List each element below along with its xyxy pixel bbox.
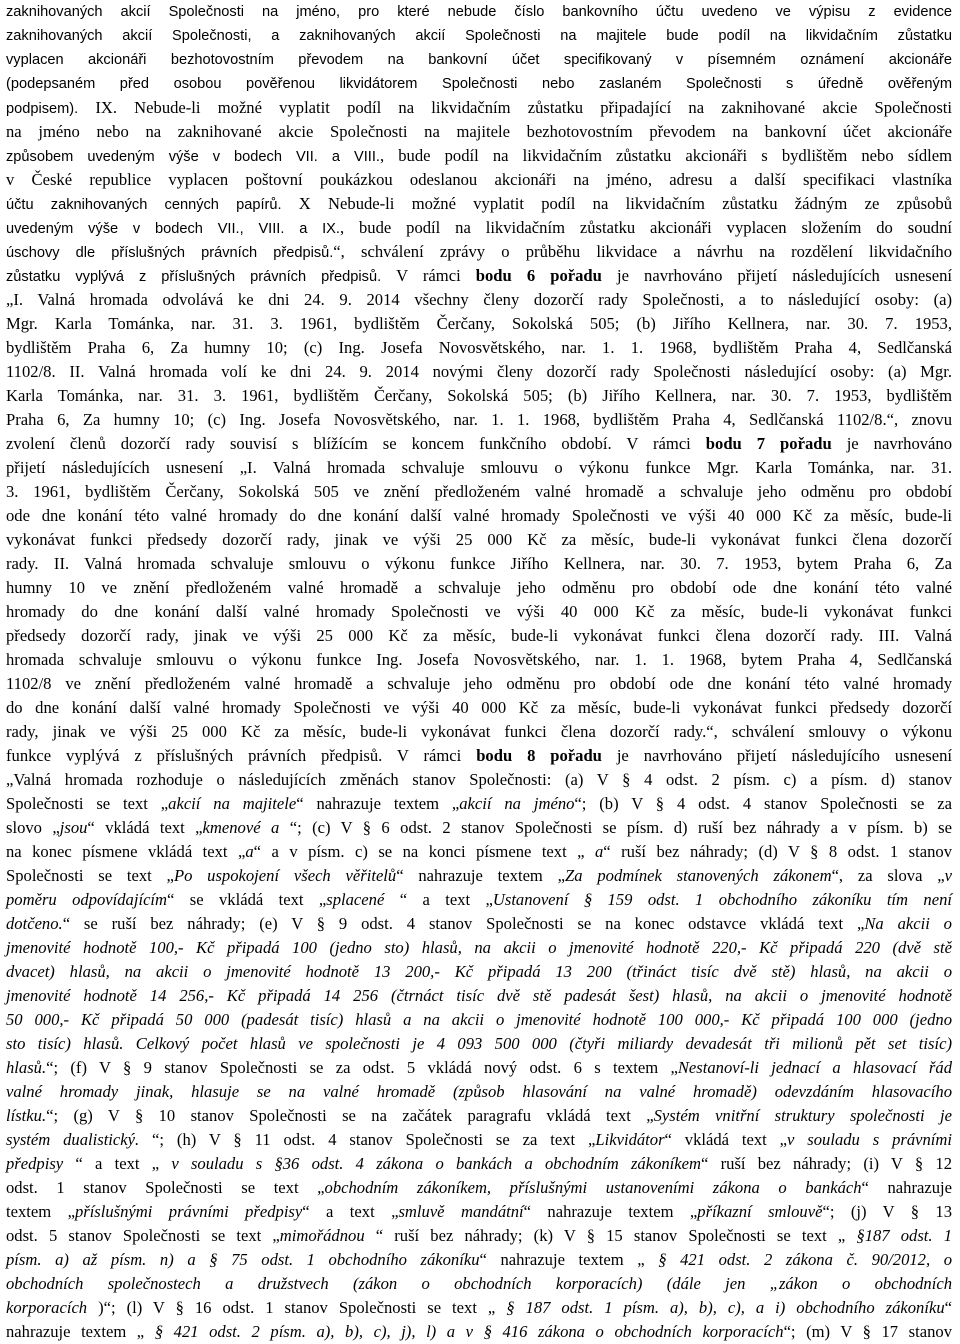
text-line <box>6 936 952 960</box>
text-run: v České republice vyplacen poštovní poukázkou odeslanou akcionáři na jméno, adresu a další specifikaci vlastníka <box>6 170 952 189</box>
text-run: valné hromady jinak, hlasuje se na valné hromadě (způsob hlasování na valné hromadě) odevzdáním hlasovacího <box>6 1082 952 1101</box>
text-line <box>6 600 952 624</box>
text-line <box>6 984 952 1008</box>
text-run: smluvě mandátní <box>398 1202 524 1221</box>
text-run: § 421 odst. 2 zákona č. 90/2012, o <box>658 1250 953 1269</box>
text-line <box>6 1200 952 1224</box>
text-run: korporacích <box>6 1298 88 1317</box>
text-line <box>6 528 952 552</box>
text-run: funkce vyplývá z příslušných právních předpisů. V rámci <box>6 746 477 765</box>
text-run: “ <box>944 1298 952 1317</box>
text-line <box>6 720 952 744</box>
text-line <box>6 432 952 456</box>
text-run: jmenovité hodnotě 14 256,- Kč připadá 14 256 (čtrnáct tisíc dvě stě padesát šest) hlasů, na akcii o jmenovité hodnotě <box>6 986 952 1005</box>
text-line <box>6 312 952 336</box>
text-run: 1102/8. II. Valná hromada volí ke dni 24. 9. 2014 novými členy dozorčí rady Společnosti následující osoby: (a) Mgr. <box>6 362 952 381</box>
text-run: textem „ <box>6 1202 75 1221</box>
text-run: sto tisíc) hlasů. Celkový počet hlasů ve společnosti je 4 093 500 000 (čtyři miliardy devadesát tři milionů pět set tisíc) <box>6 1034 952 1053</box>
text-run: akcií na majitele <box>168 794 297 813</box>
text-run: 50 000,- Kč připadá 50 000 (padesát tisíc) hlasů a na akcii o jmenovité hodnotě 100 000,- Kč připadá 100 000 (jedno <box>6 1010 952 1029</box>
text-run: Likvidátor <box>595 1130 665 1149</box>
text-run: bodu 7 pořadu <box>705 434 832 453</box>
text-line <box>6 816 952 840</box>
text-run: obchodních společnostech a družstvech (zákon o obchodních korporacích) (dále jen „zákon o obchodních <box>6 1274 952 1293</box>
text-run: písm. a) až písm. n) a § 75 odst. 1 obchodního zákoníku <box>6 1250 480 1269</box>
text-run: Na akcii o <box>864 914 952 933</box>
text-line <box>6 864 952 888</box>
text-line <box>6 1104 952 1128</box>
text-run: “ nahrazuje textem „ <box>296 794 460 813</box>
text-run: a <box>245 842 254 861</box>
text-line <box>6 1056 952 1080</box>
text-run: “ nahrazuje <box>861 1178 952 1197</box>
text-run: “ ruší bez náhrady; (d) V § 8 odst. 1 stanov <box>603 842 953 861</box>
text-line <box>6 624 952 648</box>
text-run: Karla Tománka, nar. 31. 3. 1961, bydlištěm Čerčany, Sokolská 505; (b) Jiřího Kellnera, nar. 30. 7. 1953, bydlištěm <box>6 386 952 405</box>
text-run: “; (h) V § 11 odst. 4 stanov Společnosti se za text „ <box>139 1130 596 1149</box>
text-run: lístku. <box>6 1106 47 1125</box>
text-line <box>6 1008 952 1032</box>
text-run: příkazní smlouvě <box>697 1202 823 1221</box>
text-run: “ nahrazuje textem „ <box>523 1202 698 1221</box>
text-line <box>6 240 952 264</box>
text-run: nahrazuje textem „ <box>6 1322 155 1341</box>
text-run: způsobem uvedeným výše v bodech VII. a VIII. <box>6 149 380 165</box>
text-run: „Valná hromada rozhoduje o následujících změnách stanov Společnosti: (a) V § 4 odst. 2 písm. c) a písm. d) stanov <box>6 770 952 789</box>
text-run: Po uspokojení všech věřitelů <box>173 866 397 885</box>
text-run: na konec písmene vkládá text „ <box>6 842 246 861</box>
text-line <box>6 648 952 672</box>
text-line <box>6 912 952 936</box>
text-line <box>6 696 952 720</box>
text-run: “; (m) V § 17 stanov <box>783 1322 953 1341</box>
text-run: IX. Nebude-li možné vyplatit podíl na likvidačním zůstatku připadající na zaknihované akcie Společnosti <box>95 98 952 117</box>
text-run: zvolení členů dozorčí rady souvisí s blížícím se koncem funkčního období. V rámci <box>6 434 706 453</box>
text-line <box>6 264 952 288</box>
text-run: “ se vkládá text „ <box>167 890 327 909</box>
text-line <box>6 1176 952 1200</box>
text-run: kmenové a <box>202 818 280 837</box>
text-run: v <box>944 866 952 885</box>
text-run: předsedy dozorčí rady, jinak ve výši 25 000 Kč za měsíc, bude-li vykonávat funkci člena dozorčí rady. III. Valná <box>6 626 952 645</box>
text-run: § 421 odst. 2 písm. a), b), c), j), l) a v § 416 zákona o obchodních korporacích <box>154 1322 784 1341</box>
text-run: Nestanoví-li jednací a hlasovací řád <box>677 1058 952 1077</box>
text-run: Systém vnitřní struktury společnosti je <box>653 1106 952 1125</box>
text-run: , bude podíl na likvidačním zůstatku akcionáři vyplacen složením do soudní <box>339 218 952 237</box>
text-line <box>6 1320 952 1344</box>
text-run: je navrhováno přijetí následujících usnesení <box>601 266 952 285</box>
text-run: “; (c) V § 6 odst. 2 stanov Společnosti se písm. d) ruší bez náhrady a v písm. b) se <box>279 818 953 837</box>
text-line <box>6 24 952 48</box>
text-run: V rámci <box>396 266 476 285</box>
text-line <box>6 1248 952 1272</box>
text-run: hlasů. <box>6 1058 47 1077</box>
text-run: zaknihovaných akcií Společnosti, a zaknihovaných akcií Společnosti na majitele bude podíl na likvidačním zůstatku <box>6 28 952 44</box>
text-run: předpisy <box>6 1154 64 1173</box>
text-run: slovo „ <box>6 818 60 837</box>
text-run: akcií na jméno <box>459 794 575 813</box>
text-line <box>6 0 952 24</box>
text-run: hromady do dne konání další valné hromady Společnosti ve výši 40 000 Kč za měsíc, bude-li vykonávat funkci <box>6 602 952 621</box>
text-line <box>6 768 952 792</box>
text-line <box>6 792 952 816</box>
text-line <box>6 888 952 912</box>
text-run: zůstatku vyplývá z příslušných právních předpisů. <box>6 269 397 285</box>
text-line <box>6 552 952 576</box>
text-line <box>6 504 952 528</box>
text-run: účtu zaknihovaných cenných papírů. <box>6 197 299 213</box>
text-line <box>6 72 952 96</box>
text-run: “ nahrazuje textem „ <box>479 1250 659 1269</box>
text-run: jsou <box>59 818 88 837</box>
text-run: “ vkládá text „ <box>87 818 203 837</box>
text-run: Za podmínek stanovených zákonem <box>565 866 832 885</box>
text-run: jmenovité hodnotě 100,- Kč připadá 100 (jedno sto) hlasů, na akcii o jmenovité hodnotě 220,- Kč připadá 220 (dvě stě <box>6 938 952 957</box>
text-line <box>6 1272 952 1296</box>
text-run: na jméno nebo na zaknihované akcie Společnosti na majitele bezhotovostním převodem na bankovní účet akcionáře <box>6 122 952 141</box>
text-run: “ a text „ <box>63 1154 172 1173</box>
text-run: odst. 1 stanov Společnosti se text „ <box>6 1178 325 1197</box>
text-run: rady, jinak ve výši 25 000 Kč za měsíc, bude-li vykonávat funkci člena dozorčí rady.“, schválení smlouvy o výkonu <box>6 722 952 741</box>
text-line <box>6 336 952 360</box>
text-line <box>6 360 952 384</box>
text-line <box>6 1152 952 1176</box>
text-run: systém dualistický. <box>6 1130 140 1149</box>
text-run: rady. II. Valná hromada schvaluje smlouvu o výkonu funkce Jiřího Kellnera, nar. 30. 7. 1953, bytem Praha 6, Za <box>6 554 952 573</box>
text-run: ode dne konání této valné hromady do dne konání další valné hromady Společnosti ve výši 40 000 Kč za měsíc, bude-li <box>6 506 952 525</box>
text-run: “ ruší bez náhrady; (i) V § 12 <box>701 1154 952 1173</box>
text-line <box>6 480 952 504</box>
text-run: “ se ruší bez náhrady; (e) V § 9 odst. 4 stanov Společnosti se na konec odstavce vkládá text „ <box>62 914 865 933</box>
text-run: v souladu s §36 odst. 4 zákona o bankách a obchodním zákoníkem <box>171 1154 702 1173</box>
text-run: vyplacen akcionáři bezhotovostním převodem na bankovní účet specifikovaný v písemném oznámení akcionáře <box>6 52 952 68</box>
text-run: vykonávat funkci předsedy dozorčí rady, jinak ve výši 25 000 Kč za měsíc, bude-li vykonávat funkci člena dozorčí <box>6 530 952 549</box>
text-run: Praha 6, Za humny 10; (c) Ing. Josefa Novosvětského, nar. 1. 1. 1968, bydlištěm Praha 4, Sedlčanská 1102/8.“, znovu <box>6 410 952 429</box>
text-run: “ ruší bez náhrady; (k) V § 15 stanov Společnosti se text „ <box>364 1226 857 1245</box>
text-line <box>6 1080 952 1104</box>
text-run: “, schválení zprávy o průběhu likvidace a návrhu na rozdělení likvidačního <box>333 242 952 261</box>
text-run: “ vkládá text „ <box>664 1130 788 1149</box>
text-run: “ nahrazuje textem „ <box>396 866 566 885</box>
text-line <box>6 288 952 312</box>
text-line <box>6 576 952 600</box>
text-run: 1102/8 ve znění předloženém valné hromadě a schvaluje jeho odměnu pro období ode dne konání této valné hromady <box>6 674 952 693</box>
text-run: “ a v písm. c) se na konci písmene text „ <box>253 842 595 861</box>
text-run: splacené <box>326 890 400 909</box>
text-run: )“; (l) V § 16 odst. 1 stanov Společnosti se text „ <box>87 1298 507 1317</box>
text-run: dotčeno. <box>6 914 63 933</box>
text-run: mimořádnou <box>279 1226 365 1245</box>
text-run: do dne konání další valné hromady Společnosti ve výši 40 000 Kč za měsíc, bude-li vykonávat funkci předsedy dozorčí <box>6 698 952 717</box>
text-run: “; (j) V § 13 <box>822 1202 952 1221</box>
text-line <box>6 1296 952 1320</box>
text-run: Společnosti se text „ <box>6 794 169 813</box>
text-run: X Nebude-li možné vyplatit podíl na likvidačním zůstatku žádným ze způsobů <box>298 194 952 213</box>
text-line <box>6 48 952 72</box>
text-run: § 187 odst. 1 písm. a), b), c), a i) obchodního zákoníku <box>506 1298 945 1317</box>
text-run: “; (g) V § 10 stanov Společnosti se na začátek paragrafu vkládá text „ <box>46 1106 654 1125</box>
text-line <box>6 744 952 768</box>
text-line <box>6 960 952 984</box>
text-run: “, za slova „ <box>831 866 945 885</box>
text-run: Mgr. Karla Tománka, nar. 31. 3. 1961, bydlištěm Čerčany, Sokolská 505; (b) Jiřího Kellnera, nar. 30. 7. 1953, <box>6 314 952 333</box>
text-run: je navrhováno přijetí následujícího usnesení <box>601 746 952 765</box>
text-run: , bude podíl na likvidačním zůstatku akcionáři s bydlištěm nebo sídlem <box>379 146 952 165</box>
text-run: §187 odst. 1 <box>856 1226 953 1245</box>
text-run: “; (f) V § 9 stanov Společnosti se za odst. 5 vkládá nový odst. 6 s textem „ <box>46 1058 678 1077</box>
text-run: “; (b) V § 4 odst. 4 stanov Společnosti se za <box>574 794 952 813</box>
text-run: humny 10 ve znění předloženém valné hromadě a schvaluje jeho odměnu pro období ode dne konání této valné <box>6 578 952 597</box>
text-line <box>6 192 952 216</box>
text-run: je navrhováno <box>831 434 952 453</box>
text-line <box>6 144 952 168</box>
text-line <box>6 1032 952 1056</box>
text-run: uvedeným výše v bodech VII., VIII. a IX. <box>6 221 340 237</box>
text-line <box>6 120 952 144</box>
text-run: přijetí následujících usnesení „I. Valná hromada schvaluje smlouvu o výkonu funkce Mgr. Karla Tománka, nar. 31. <box>6 458 952 477</box>
text-run: „I. Valná hromada odvolává ke dni 24. 9. 2014 všechny členy dozorčí rady Společnosti, a to následující osoby: (a) <box>6 290 952 309</box>
text-run: podpisem). <box>6 101 96 117</box>
text-run: 3. 1961, bydlištěm Čerčany, Sokolská 505 ve znění předloženém valné hromadě a schvaluje jeho odměnu pro období <box>6 482 952 501</box>
text-line <box>6 408 952 432</box>
text-run: obchodním zákoníkem, příslušnými ustanoveními zákona o bankách <box>324 1178 862 1197</box>
text-line <box>6 1128 952 1152</box>
text-run: hromada schvaluje smlouvu o výkonu funkce Ing. Josefa Novosvětského, nar. 1. 1. 1968, bytem Praha 4, Sedlčanská <box>6 650 952 669</box>
text-run: “ a text „ <box>399 890 493 909</box>
text-run: bodu 6 pořadu <box>475 266 602 285</box>
text-run: Společnosti se text „ <box>6 866 174 885</box>
text-line <box>6 216 952 240</box>
text-run: “ a text „ <box>302 1202 399 1221</box>
text-run: a <box>595 842 604 861</box>
text-run: poměru odpovídajícím <box>6 890 168 909</box>
text-line <box>6 1224 952 1248</box>
text-line <box>6 456 952 480</box>
text-run: odst. 5 stanov Společnosti se text „ <box>6 1226 280 1245</box>
text-run: (podepsaném před osobou pověřenou likvidátorem Společnosti nebo zaslaném Společnosti s úředně ověřeným <box>6 76 952 92</box>
text-run: zaknihovaných akcií Společnosti na jméno, pro které nebude číslo bankovního účtu uvedeno ve výpisu z evidence <box>6 4 952 20</box>
text-line <box>6 672 952 696</box>
text-run: bodu 8 pořadu <box>476 746 602 765</box>
text-run: Ustanovení § 159 odst. 1 obchodního zákoníku tím není <box>492 890 952 909</box>
text-line <box>6 168 952 192</box>
text-run: příslušnými právními předpisy <box>74 1202 303 1221</box>
text-line <box>6 384 952 408</box>
text-run: v souladu s právními <box>787 1130 953 1149</box>
text-line <box>6 96 952 120</box>
text-line <box>6 840 952 864</box>
text-run: bydlištěm Praha 6, Za humny 10; (c) Ing. Josefa Novosvětského, nar. 1. 1. 1968, bydlištěm Praha 4, Sedlčanská <box>6 338 952 357</box>
text-run: úschovy dle příslušných právních předpisů. <box>6 245 334 261</box>
text-run: dvacet) hlasů, na akcii o jmenovité hodnotě 13 200,- Kč připadá 13 200 (třináct tisíc dvě stě) hlasů, na akcii o <box>6 962 952 981</box>
